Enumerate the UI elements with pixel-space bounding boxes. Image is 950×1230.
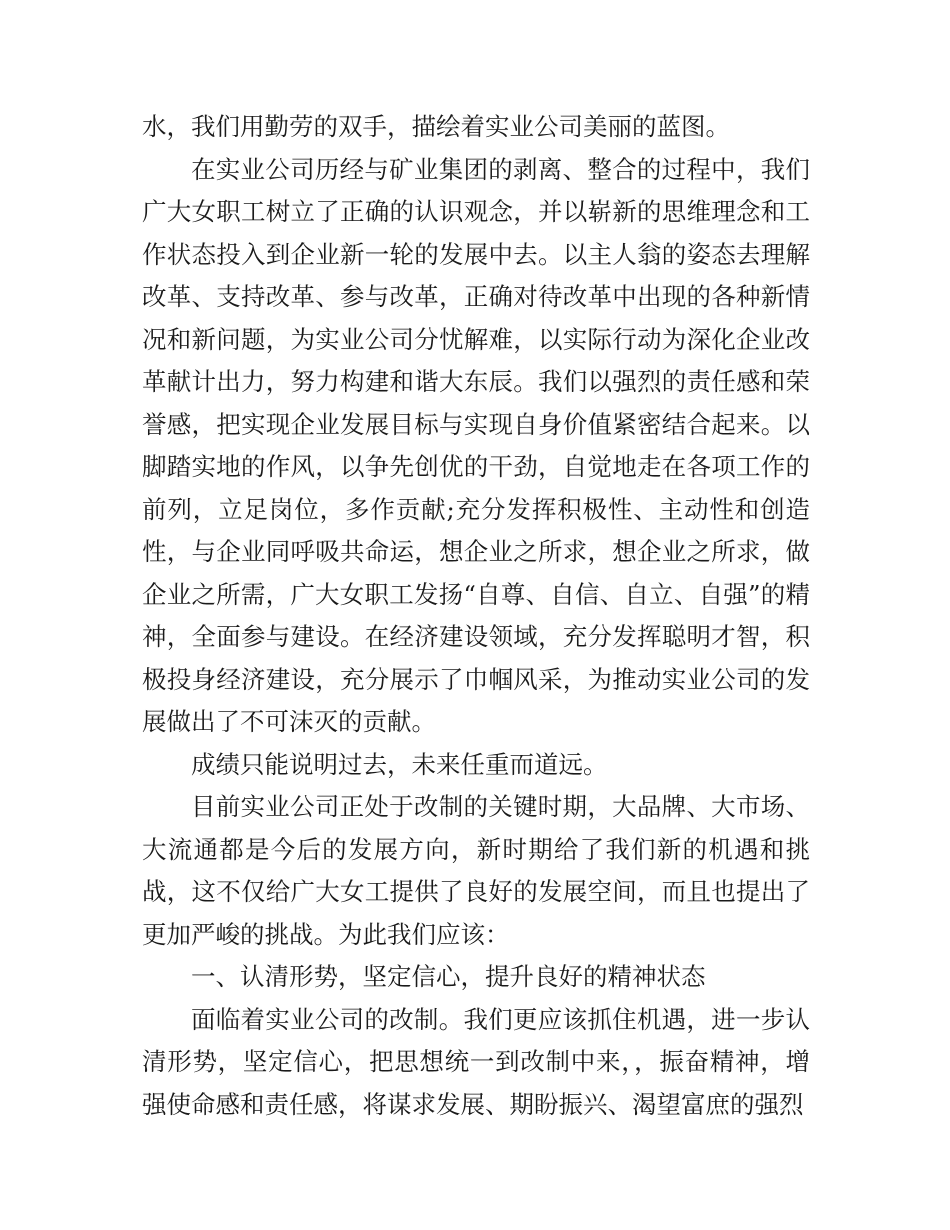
paragraph-continuation: 水，我们用勤劳的双手，描绘着实业公司美丽的蓝图。: [142, 112, 730, 141]
section-heading-one: 一、认清形势，坚定信心，提升良好的精神状态: [191, 962, 706, 991]
document-body: [142, 106, 810, 1126]
paragraph-achievements: 成绩只能说明过去，未来任重而道远。: [191, 749, 608, 779]
paragraph-reform-process: 在实业公司历经与矿业集团的剥离、整合的过程中，我们广大女职工树立了正确的认识观念，并以崭新的思维理念和工作状态投入到企业新一轮的发展中去。以主人翁的姿态去理解改革、支持改革、参与改革，正确对待改革中出现的各种新情况和新问题，为实业公司分忧解难，以实际行动为深化企业改革献计出力，努力构建和谐大东辰。我们以强烈的责任感和荣誉感，把实现企业发展目标与实现自身价值紧密结合起来。以脚踏实地的作风，以争先创优的干劲，自觉地走在各项工作的前列，立足岗位，多作贡献;充分发挥积极性、主动性和创造性，与企业同呼吸共命运，想企业之所求，想企业之所求，做企业之所需，广大女职工发扬“自尊、自信、自立、自强”的精神，全面参与建设。在经济建设领域，充分发挥聪明才智，积极投身经济建设，充分展示了巾帼风采，为推动实业公司的发展做出了不可沫灭的贡献。: [142, 154, 810, 736]
paragraph-restructuring: 面临着实业公司的改制。我们更应该抓住机遇，进一步认清形势，坚定信心，把思想统一到改制中来，，振奋精神，增强使命感和责任感，将谋求发展、期盼振兴、渴望富庶的强烈: [142, 1004, 810, 1119]
paragraph-current-period: 目前实业公司正处于改制的关键时期，大品牌、大市场、大流通都是今后的发展方向，新时期给了我们新的机遇和挑战，这不仅给广大女工提供了良好的发展空间，而且也提出了更加严峻的挑战。为此我们应该：: [142, 792, 810, 949]
